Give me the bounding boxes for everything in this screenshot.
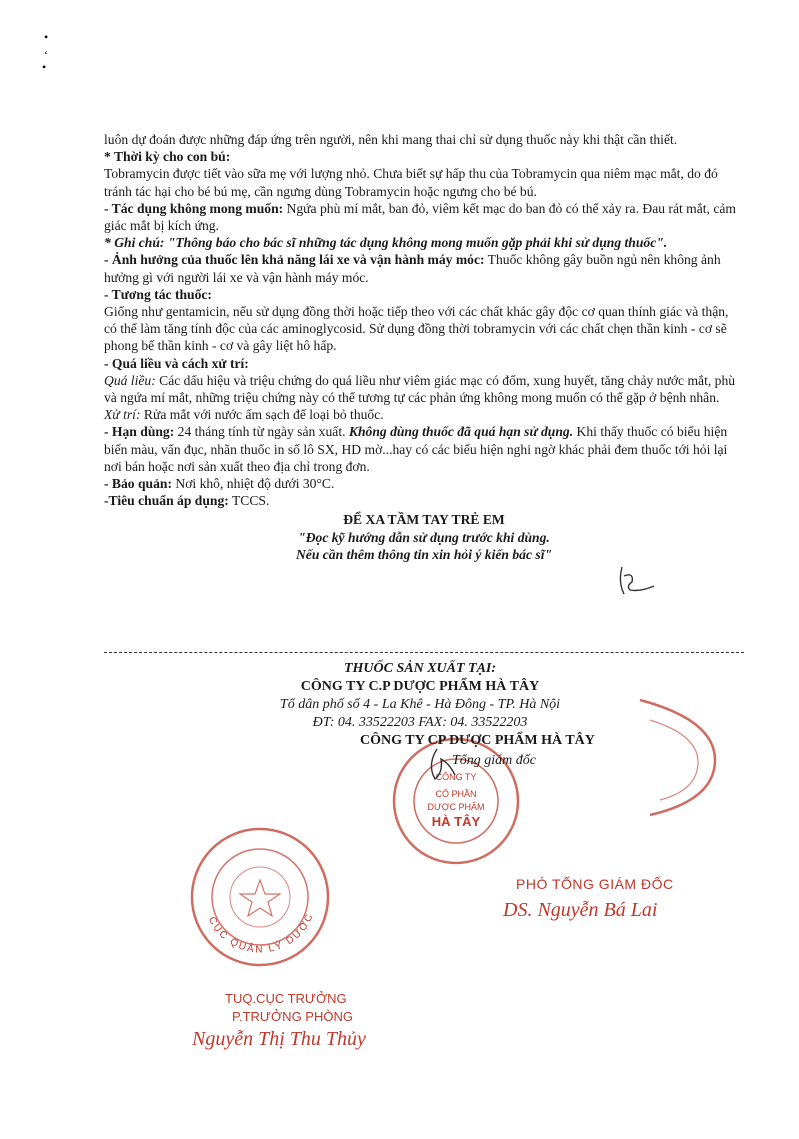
scan-mark: • [44, 30, 49, 44]
treatment-sublabel: Xử trí: [104, 407, 141, 423]
partial-seal-right [620, 690, 740, 820]
expiry [104, 423, 744, 475]
standard [104, 492, 744, 509]
overdose-text: Các dấu hiệu và triệu chứng do quá liều như viêm giác mạc có đốm, xung huyết, tăng chảy nước mắt, phù và ngứa mí mắt, những triệu chứng này có thể tương tự các phản ứng không mong muốn có thể gặp ở bệnh nhân. [104, 372, 736, 406]
svg-text:CỤC QUẢN LÝ DƯỢC [206, 911, 316, 955]
driving-label: - Ảnh hưởng của thuốc lên khả năng lái xe và vận hành máy móc: [104, 252, 485, 268]
adverse-effects [104, 200, 744, 234]
expiry-text: 24 tháng tính từ ngày sản xuất. [174, 424, 349, 440]
seal-line-2: CỔ PHẦN [435, 789, 477, 799]
interactions-text: Giống như gentamicin, nếu sử dụng đồng thời hoặc tiếp theo với các chất khác gây độc cơ quan thính giác và thận, có thể làm tăng tính độc của các aminoglycosid. Sử dụng đồng thời tobramycin với các chất chẹn thần kinh - cơ sẽ phong bế thần kinh - cơ và gây liệt hô hấp. [104, 304, 729, 354]
seal-line-4: HÀ TÂY [431, 814, 481, 829]
read-instructions-2: Nếu cần thêm thông tin xin hỏi ý kiến bác sĩ" [295, 546, 553, 562]
standard-label: -Tiêu chuẩn áp dụng: [104, 493, 229, 509]
adverse-text: Ngứa phù mí mắt, ban đỏ, viêm kết mạc do ban đỏ có thể xảy ra. Đau rát mắt, cảm giác mắt bị kích ứng. [104, 200, 736, 234]
manufacturer-heading: THUỐC SẢN XUẤT TẠI: [343, 661, 497, 676]
read-instructions-1: "Đọc kỹ hướng dẫn sử dụng trước khi dùng. [298, 529, 550, 545]
standard-text: TCCS. [228, 493, 270, 509]
storage-label: - Bảo quản: [104, 476, 172, 492]
scan-mark: ‘ [44, 48, 48, 62]
seal-line-3: DƯỢC PHẨM [427, 802, 485, 812]
manufacturer-phone-fax: ĐT: 04. 33522203 FAX: 04. 33522203 [312, 715, 528, 730]
driving-text: Thuốc không gây buồn ngủ nên không ảnh hưởng gì với người lái xe và vận hành máy móc. [104, 252, 721, 285]
storage-unit: °C. [316, 476, 335, 492]
authority-seal [185, 822, 335, 972]
breastfeeding-heading: * Thời kỳ cho con bú: [104, 149, 231, 165]
section-divider [104, 652, 744, 653]
vice-director-title: PHÓ TỔNG GIÁM ĐỐC [516, 876, 674, 892]
children-warning: ĐỂ XA TẦM TAY TRẺ EM [343, 512, 505, 528]
scan-mark: • [42, 60, 47, 74]
director-signature [425, 745, 465, 785]
storage [104, 475, 744, 492]
signature-title: Tổng giám đốc [452, 753, 536, 768]
signature-company: CÔNG TY CP DƯỢC PHẨM HÀ TÂY [360, 733, 595, 748]
breastfeeding-text: Tobramycin được tiết vào sữa mẹ với lượng nhỏ. Chưa biết sự hấp thu của Tobramycin qua niêm mạc mắt, do đó tránh tác hại cho bé bú mẹ, cần ngưng dùng Tobramycin hoặc ngưng cho bé bú. [104, 166, 718, 199]
note [104, 234, 744, 251]
manufacturer-company: CÔNG TY C.P DƯỢC PHẨM HÀ TÂY [300, 679, 540, 694]
seal-line-1: CÔNG TY [435, 772, 477, 782]
authority-seal-text: CỤC QUẢN LÝ DƯỢC [205, 911, 317, 956]
overdose-sublabel: Quá liều: [104, 372, 156, 388]
authority-line-2: P.TRƯỞNG PHÒNG [232, 1009, 353, 1024]
note-label: * Ghi chú: [104, 235, 165, 251]
treatment-text: Rửa mắt với nước ấm sạch để loại bỏ thuốc. [140, 407, 384, 423]
storage-text: Nơi khô, nhiệt độ dưới 30 [172, 476, 317, 492]
pregnancy-continuation: luôn dự đoán được những đáp ứng trên người, nên khi mang thai chỉ sử dụng thuốc này khi thật cần thiết. [104, 132, 678, 147]
driving-effects [104, 251, 744, 285]
overdose [104, 372, 744, 406]
adverse-label: - Tác dụng không mong muốn: [104, 200, 284, 216]
treatment [104, 406, 744, 423]
note-text: "Thông báo cho bác sĩ những tác dụng không mong muốn gặp phải khi sử dụng thuốc". [164, 235, 668, 251]
overdose-heading: - Quá liều và cách xử trí: [104, 355, 249, 371]
leaflet-body [104, 131, 744, 563]
authority-line-1: TUQ.CỤC TRƯỞNG [225, 991, 347, 1006]
manufacturer-address: Tổ dân phố số 4 - La Khê - Hà Đông - TP. Hà Nội [279, 697, 561, 712]
authority-signatory-name: Nguyễn Thị Thu Thủy [192, 1028, 366, 1050]
manufacturer-block [200, 660, 640, 732]
vice-director-name: DS. Nguyễn Bá Lai [503, 899, 658, 921]
expiry-label: - Hạn dùng: [104, 424, 175, 440]
initials-signature [612, 562, 672, 602]
interactions-heading: - Tương tác thuốc: [104, 286, 212, 302]
expiry-text-2: Khi thấy thuốc có biểu hiện biến màu, vẩn đục, nhãn thuốc in số lô SX, HD mờ...hay có các biểu hiện nghi ngờ khác phải đem thuốc tới hỏi lại nơi bán hoặc nơi sản xuất theo địa chỉ trong đơn. [104, 424, 728, 474]
expiry-warning: Không dùng thuốc đã quá hạn sử dụng. [348, 424, 574, 440]
